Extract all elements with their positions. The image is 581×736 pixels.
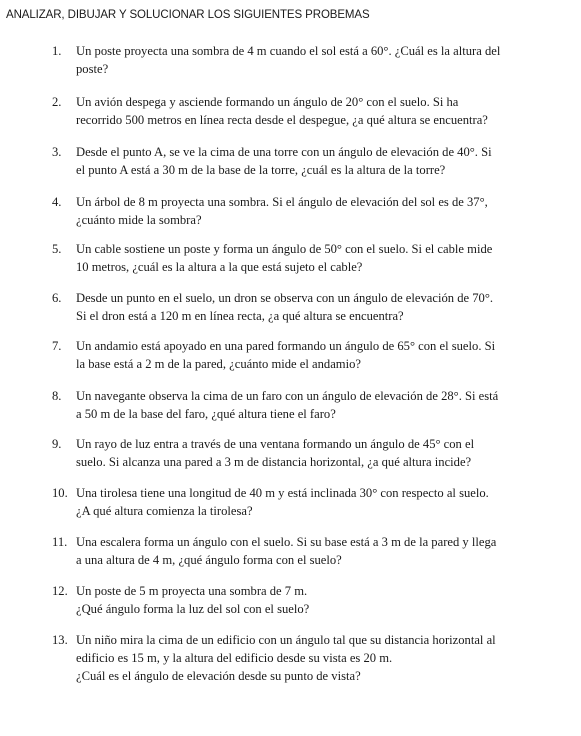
- problem-number: 5.: [52, 242, 62, 256]
- problem-number: 10.: [52, 486, 68, 500]
- problem-number: 11.: [52, 535, 68, 549]
- problem-number: 3.: [52, 145, 62, 159]
- problem-item: [52, 289, 562, 325]
- problem-item: [52, 435, 562, 471]
- problem-text-line: Un navegante observa la cima de un faro con un ángulo de elevación de 28°. Si está: [76, 389, 499, 403]
- problem-text-line: Un árbol de 8 m proyecta una sombra. Si el ángulo de elevación del sol es de 37°,: [76, 195, 488, 209]
- problem-text-line: Un rayo de luz entra a través de una ventana formando un ángulo de 45° con el: [76, 437, 475, 451]
- problem-text-line: Un niño mira la cima de un edificio con un ángulo tal que su distancia horizontal al: [76, 633, 496, 647]
- problem-text-line: ¿Qué ángulo forma la luz del sol con el suelo?: [76, 602, 310, 616]
- problem-text-line: poste?: [76, 62, 109, 76]
- problem-text-line: Una tirolesa tiene una longitud de 40 m y está inclinada 30° con respecto al suelo.: [76, 486, 489, 500]
- problem-number: 12.: [52, 584, 68, 598]
- problem-number: 13.: [52, 633, 68, 647]
- problem-text-line: Un poste proyecta una sombra de 4 m cuando el sol está a 60°. ¿Cuál es la altura del: [76, 44, 501, 58]
- problem-text-line: Desde un punto en el suelo, un dron se observa con un ángulo de elevación de 70°.: [76, 291, 494, 305]
- problem-text-line: el punto A está a 30 m de la base de la torre, ¿cuál es la altura de la torre?: [76, 163, 446, 177]
- problem-text-line: Un poste de 5 m proyecta una sombra de 7 m.: [76, 584, 308, 598]
- problem-number: 8.: [52, 389, 62, 403]
- problem-text-line: Desde el punto A, se ve la cima de una torre con un ángulo de elevación de 40°. Si: [76, 145, 492, 159]
- problem-text-line: 10 metros, ¿cuál es la altura a la que está sujeto el cable?: [76, 260, 363, 274]
- problem-item: [52, 631, 562, 685]
- problem-number: 7.: [52, 339, 62, 353]
- problem-text-line: Un andamio está apoyado en una pared formando un ángulo de 65° con el suelo. Si: [76, 339, 496, 353]
- problem-text-line: la base está a 2 m de la pared, ¿cuánto mide el andamio?: [76, 357, 361, 371]
- problem-number: 4.: [52, 195, 62, 209]
- problem-text-line: Un cable sostiene un poste y forma un ángulo de 50° con el suelo. Si el cable mide: [76, 242, 493, 256]
- problem-text-line: Si el dron está a 120 m en línea recta, ¿a qué altura se encuentra?: [76, 309, 404, 323]
- problem-item: [52, 337, 562, 373]
- problem-item: [52, 143, 562, 179]
- problem-number: 2.: [52, 95, 62, 109]
- problem-text-line: ¿A qué altura comienza la tirolesa?: [76, 504, 253, 518]
- problem-number: 6.: [52, 291, 62, 305]
- problem-item: [52, 533, 562, 569]
- problem-item: [52, 42, 562, 78]
- problem-item: [52, 240, 562, 276]
- problem-text-line: suelo. Si alcanza una pared a 3 m de distancia horizontal, ¿a qué altura incide?: [76, 455, 472, 469]
- problem-number: 1.: [52, 44, 62, 58]
- problem-item: [52, 484, 562, 520]
- problem-item: [52, 93, 562, 129]
- problem-text-line: recorrido 500 metros en línea recta desde el despegue, ¿a qué altura se encuentra?: [76, 113, 488, 127]
- problem-item: [52, 193, 562, 229]
- problem-text-line: Una escalera forma un ángulo con el suelo. Si su base está a 3 m de la pared y llega: [76, 535, 497, 549]
- page-heading: ANALIZAR, DIBUJAR Y SOLUCIONAR LOS SIGUIENTES PROBEMAS: [6, 9, 370, 21]
- problem-item: [52, 387, 562, 423]
- problem-text-line: ¿Cuál es el ángulo de elevación desde su punto de vista?: [76, 669, 361, 683]
- problem-text-line: edificio es 15 m, y la altura del edificio desde su vista es 20 m.: [76, 651, 393, 665]
- problem-item: [52, 582, 562, 618]
- problem-text-line: a una altura de 4 m, ¿qué ángulo forma con el suelo?: [76, 553, 342, 567]
- problem-text-line: Un avión despega y asciende formando un ángulo de 20° con el suelo. Si ha: [76, 95, 459, 109]
- problem-text-line: a 50 m de la base del faro, ¿qué altura tiene el faro?: [76, 407, 336, 421]
- problem-number: 9.: [52, 437, 62, 451]
- problem-text-line: ¿cuánto mide la sombra?: [76, 213, 202, 227]
